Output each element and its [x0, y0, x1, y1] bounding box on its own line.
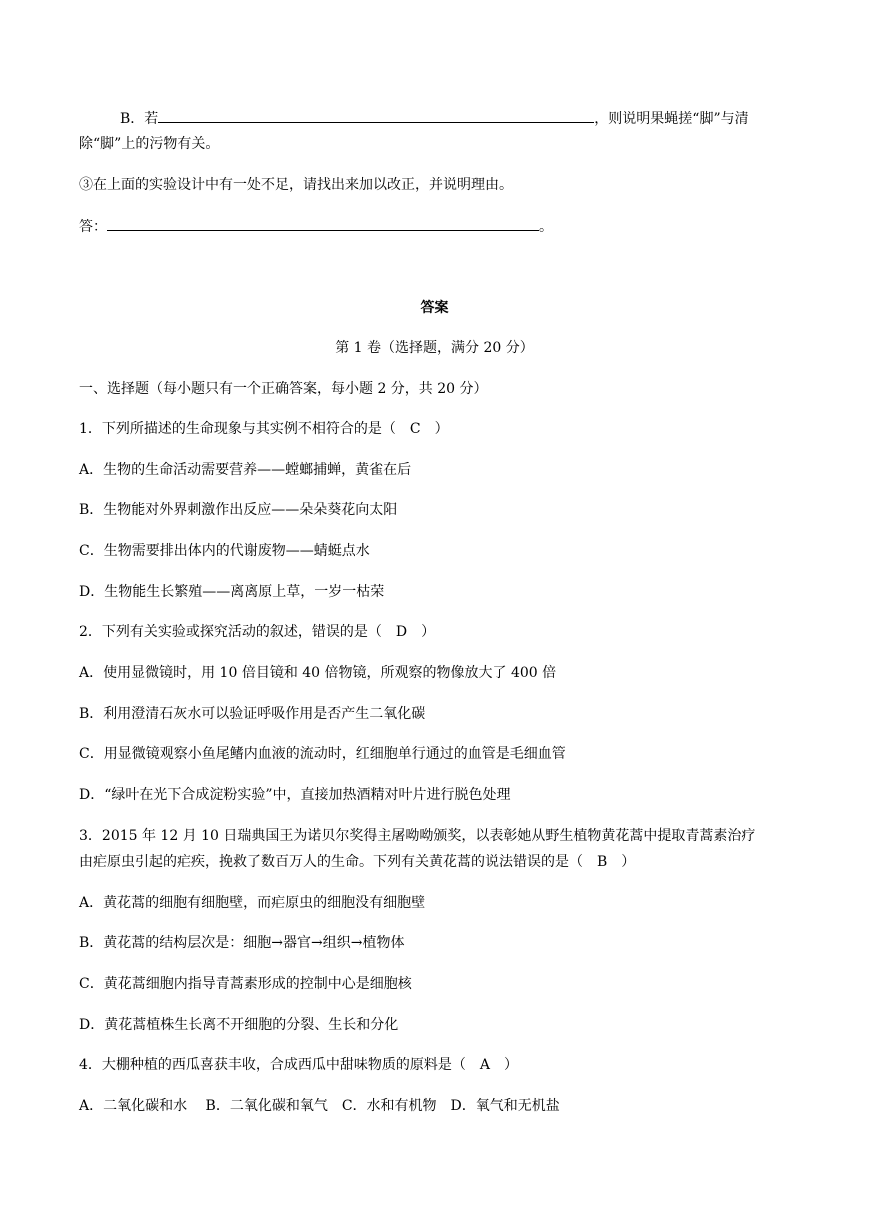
answer-prefix: 答： [79, 219, 107, 235]
b-prefix: B．若 [120, 111, 159, 127]
question-3-option-b: B．黄花蒿的结构层次是：细胞→器官→组织→植物体 [79, 935, 405, 951]
question-3-subpart: ③在上面的实验设计中有一处不足，请找出来加以改正，并说明理由。 [79, 177, 513, 193]
question-3-option-d: D．黄花蒿植株生长离不开细胞的分裂、生长和分化 [79, 1017, 399, 1033]
b-suffix: ，则说明果蝇搓“脚”与清 [594, 111, 749, 127]
answer-title: 答案 [420, 300, 449, 316]
question-3-option-a: A．黄花蒿的细胞有细胞壁，而疟原虫的细胞没有细胞壁 [79, 895, 426, 911]
question-2-option-d: D．“绿叶在光下合成淀粉实验”中，直接加热酒精对叶片进行脱色处理 [79, 787, 511, 803]
question-1-option-b: B．生物能对外界刺激作出反应——朵朵葵花向太阳 [79, 502, 398, 518]
section-heading: 一、选择题（每小题只有一个正确答案，每小题 2 分，共 20 分） [79, 381, 488, 397]
question-2-option-b: B．利用澄清石灰水可以验证呼吸作用是否产生二氧化碳 [79, 706, 426, 722]
answer-blank-b [158, 108, 594, 123]
question-1-option-d: D．生物能生长繁殖——离离原上草，一岁一枯荣 [79, 584, 385, 600]
question-2-option-c: C．用显微镜观察小鱼尾鳍内血液的流动时，红细胞单行通过的血管是毛细血管 [79, 746, 566, 762]
question-1-option-c: C．生物需要排出体内的代谢废物——蜻蜓点水 [79, 543, 370, 559]
answer-subtitle: 第 1 卷（选择题，满分 20 分） [335, 340, 534, 356]
question-4-options: A．二氧化碳和水 B．二氧化碳和氧气 C．水和有机物 D．氧气和无机盐 [79, 1098, 560, 1114]
question-b-line [120, 108, 749, 129]
question-1-stem: 1．下列所描述的生命现象与其实例不相符合的是（ C ） [79, 421, 449, 437]
question-b-continuation: 除“脚”上的污物有关。 [79, 136, 220, 152]
answer-blank [107, 216, 539, 231]
question-4-stem: 4．大棚种植的西瓜喜获丰收，合成西瓜中甜味物质的原料是（ A ） [79, 1057, 519, 1073]
question-3-stem-line1: 3．2015 年 12 月 10 日瑞典国王为诺贝尔奖得主屠呦呦颁奖，以表彰她从野生植物黄花蒿中提取青蒿素治疗 [79, 828, 756, 844]
question-3-option-c: C．黄花蒿细胞内指导青蒿素形成的控制中心是细胞核 [79, 976, 412, 992]
question-2-option-a: A．使用显微镜时，用 10 倍目镜和 40 倍物镜，所观察的物像放大了 400 倍 [79, 665, 557, 681]
answer-line [79, 216, 553, 237]
answer-suffix: 。 [539, 219, 553, 235]
question-1-option-a: A．生物的生命活动需要营养——螳螂捕蝉，黄雀在后 [79, 462, 412, 478]
question-3-stem-line2: 由疟原虫引起的疟疾，挽救了数百万人的生命。下列有关黄花蒿的说法错误的是（ B ） [79, 854, 636, 870]
question-2-stem: 2．下列有关实验或探究活动的叙述，错误的是（ D ） [79, 624, 436, 640]
